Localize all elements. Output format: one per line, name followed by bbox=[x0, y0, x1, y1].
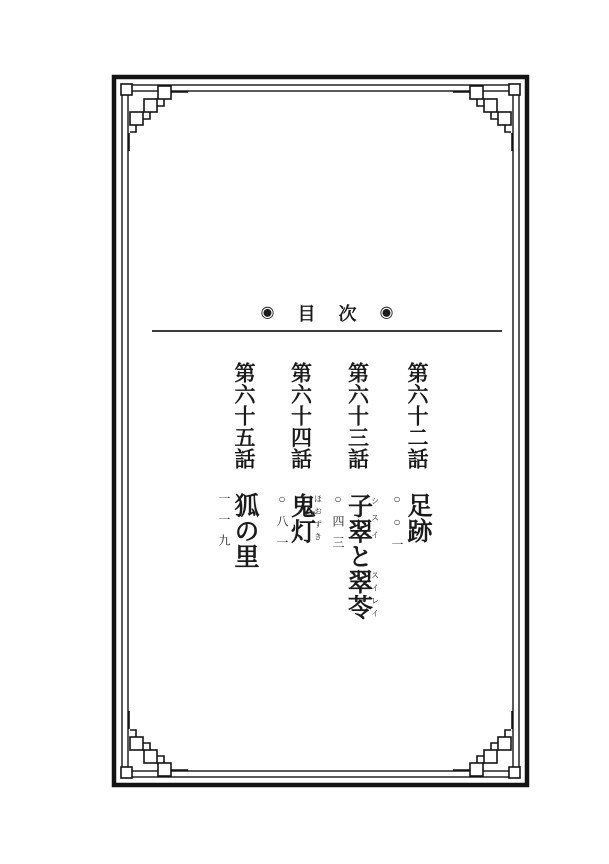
toc-entry bbox=[405, 362, 430, 707]
toc-entry bbox=[289, 362, 323, 707]
furigana: シスイ bbox=[370, 492, 380, 544]
episode-title-text: 鬼灯 bbox=[287, 492, 315, 544]
chapter-label: 第六十三話 bbox=[345, 362, 370, 470]
chapter-label: 第六十二話 bbox=[405, 362, 429, 470]
header-rule bbox=[152, 330, 502, 332]
spacer bbox=[300, 470, 301, 493]
furigana: スイレイ bbox=[370, 569, 380, 620]
toc-entry bbox=[346, 362, 380, 707]
episode-title-text: 狐の里 bbox=[231, 492, 258, 569]
corner-ornament-bottom-right bbox=[453, 711, 520, 778]
chapter-label: 第六十五話 bbox=[232, 362, 256, 470]
toc-entry bbox=[232, 362, 257, 707]
episode-title-text: と bbox=[344, 543, 372, 569]
spacer bbox=[244, 470, 245, 493]
episode-title bbox=[404, 493, 431, 544]
episode-title bbox=[231, 493, 258, 570]
fisheye-bullet-icon: ◉ bbox=[379, 304, 394, 321]
page-number: ○四三 bbox=[331, 492, 345, 557]
episode-title-text: 翠苓 bbox=[344, 569, 372, 620]
corner-ornament-top-left bbox=[121, 84, 188, 151]
corner-ornament-bottom-left bbox=[121, 711, 188, 778]
chapter-label: 第六十四話 bbox=[288, 362, 313, 470]
page-number: 一一九 bbox=[217, 492, 231, 555]
fisheye-bullet-icon: ◉ bbox=[260, 304, 275, 321]
spacer bbox=[417, 470, 418, 493]
toc-header bbox=[152, 299, 502, 327]
episode-title-text: 子翠 bbox=[344, 492, 372, 544]
corner-ornament-top-right bbox=[453, 84, 520, 151]
episode-title bbox=[287, 492, 323, 544]
toc-title-char: 目 bbox=[297, 304, 316, 324]
page-number: ○八一 bbox=[275, 492, 289, 557]
spacer bbox=[357, 470, 358, 493]
furigana: ほおずき bbox=[313, 492, 323, 544]
page-number: ○○一 bbox=[390, 492, 404, 559]
episode-title-text: 足跡 bbox=[404, 492, 431, 544]
episode-title bbox=[344, 492, 380, 621]
toc-title-char: 次 bbox=[338, 304, 357, 324]
